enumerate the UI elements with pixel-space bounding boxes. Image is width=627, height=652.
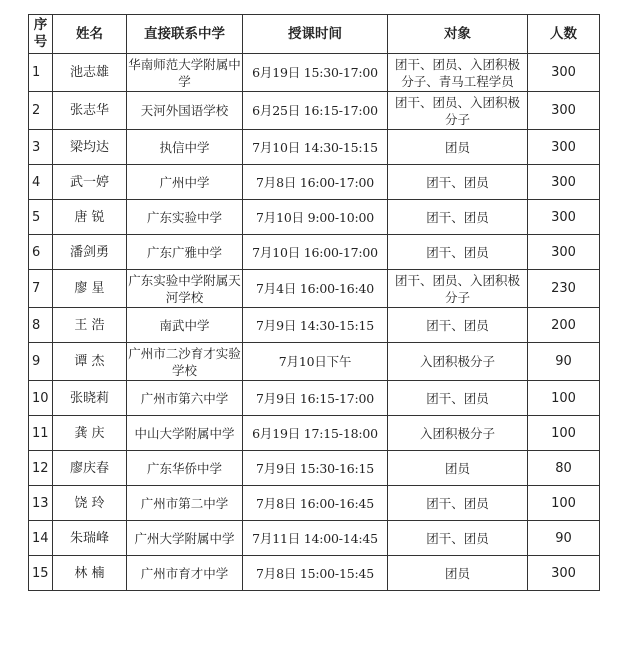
- cell-target: 团员: [388, 451, 528, 486]
- cell-name: 梁均达: [53, 130, 127, 165]
- table-row: [29, 343, 600, 381]
- table-row: [29, 270, 600, 308]
- cell-time: 6月25日 16:15-17:00: [243, 92, 388, 130]
- cell-school: 广州市第六中学: [127, 381, 243, 416]
- cell-target: 团干、团员、入团积极分子: [388, 270, 528, 308]
- cell-seq: 10: [29, 381, 53, 416]
- cell-name: 朱瑞峰: [53, 521, 127, 556]
- table-row: [29, 556, 600, 591]
- cell-target: 团干、团员、入团积极分子、青马工程学员: [388, 54, 528, 92]
- cell-target: 团员: [388, 130, 528, 165]
- cell-name: 饶 玲: [53, 486, 127, 521]
- table-row: [29, 521, 600, 556]
- table-row: [29, 92, 600, 130]
- cell-name: 廖 星: [53, 270, 127, 308]
- cell-count: 300: [528, 130, 600, 165]
- header-time: 授课时间: [243, 15, 388, 54]
- cell-count: 300: [528, 165, 600, 200]
- cell-seq: 12: [29, 451, 53, 486]
- cell-target: 团干、团员: [388, 165, 528, 200]
- table-row: [29, 486, 600, 521]
- table-row: [29, 165, 600, 200]
- cell-name: 张志华: [53, 92, 127, 130]
- table-header-row: [29, 15, 600, 54]
- cell-time: 7月10日 16:00-17:00: [243, 235, 388, 270]
- cell-target: 团干、团员: [388, 235, 528, 270]
- cell-count: 90: [528, 521, 600, 556]
- cell-school: 华南师范大学附属中学: [127, 54, 243, 92]
- header-name: 姓名: [53, 15, 127, 54]
- cell-time: 7月9日 15:30-16:15: [243, 451, 388, 486]
- cell-seq: 3: [29, 130, 53, 165]
- cell-time: 7月10日 9:00-10:00: [243, 200, 388, 235]
- cell-seq: 9: [29, 343, 53, 381]
- table-row: [29, 451, 600, 486]
- cell-school: 中山大学附属中学: [127, 416, 243, 451]
- table-row: [29, 54, 600, 92]
- cell-target: 团干、团员: [388, 308, 528, 343]
- header-school: 直接联系中学: [127, 15, 243, 54]
- cell-name: 谭 杰: [53, 343, 127, 381]
- cell-school: 广东华侨中学: [127, 451, 243, 486]
- cell-count: 300: [528, 235, 600, 270]
- cell-time: 7月8日 16:00-17:00: [243, 165, 388, 200]
- cell-name: 池志雄: [53, 54, 127, 92]
- table-row: [29, 381, 600, 416]
- cell-school: 广州市二沙育才实验学校: [127, 343, 243, 381]
- table-row: [29, 308, 600, 343]
- cell-name: 潘剑勇: [53, 235, 127, 270]
- cell-time: 7月11日 14:00-14:45: [243, 521, 388, 556]
- cell-time: 7月10日下午: [243, 343, 388, 381]
- cell-school: 南武中学: [127, 308, 243, 343]
- cell-count: 300: [528, 54, 600, 92]
- cell-target: 团员: [388, 556, 528, 591]
- cell-target: 团干、团员: [388, 486, 528, 521]
- cell-count: 90: [528, 343, 600, 381]
- cell-target: 团干、团员: [388, 200, 528, 235]
- cell-school: 天河外国语学校: [127, 92, 243, 130]
- table-row: [29, 130, 600, 165]
- cell-time: 7月8日 16:00-16:45: [243, 486, 388, 521]
- cell-count: 100: [528, 381, 600, 416]
- cell-seq: 1: [29, 54, 53, 92]
- cell-seq: 7: [29, 270, 53, 308]
- cell-seq: 2: [29, 92, 53, 130]
- cell-count: 300: [528, 200, 600, 235]
- cell-name: 廖庆春: [53, 451, 127, 486]
- cell-count: 300: [528, 556, 600, 591]
- cell-seq: 13: [29, 486, 53, 521]
- cell-time: 7月9日 14:30-15:15: [243, 308, 388, 343]
- cell-school: 广州中学: [127, 165, 243, 200]
- cell-time: 6月19日 17:15-18:00: [243, 416, 388, 451]
- cell-school: 广东广雅中学: [127, 235, 243, 270]
- cell-name: 龚 庆: [53, 416, 127, 451]
- cell-school: 广东实验中学附属天河学校: [127, 270, 243, 308]
- cell-time: 7月8日 15:00-15:45: [243, 556, 388, 591]
- cell-seq: 4: [29, 165, 53, 200]
- cell-seq: 5: [29, 200, 53, 235]
- teaching-schedule-table: [28, 14, 600, 591]
- cell-seq: 14: [29, 521, 53, 556]
- cell-target: 入团积极分子: [388, 416, 528, 451]
- cell-count: 300: [528, 92, 600, 130]
- cell-school: 广州市育才中学: [127, 556, 243, 591]
- cell-target: 团干、团员: [388, 521, 528, 556]
- cell-time: 7月4日 16:00-16:40: [243, 270, 388, 308]
- cell-school: 广州市第二中学: [127, 486, 243, 521]
- cell-count: 100: [528, 486, 600, 521]
- cell-name: 林 楠: [53, 556, 127, 591]
- cell-school: 执信中学: [127, 130, 243, 165]
- cell-target: 团干、团员: [388, 381, 528, 416]
- table-row: [29, 200, 600, 235]
- cell-school: 广州大学附属中学: [127, 521, 243, 556]
- cell-name: 武一婷: [53, 165, 127, 200]
- cell-time: 7月10日 14:30-15:15: [243, 130, 388, 165]
- cell-target: 入团积极分子: [388, 343, 528, 381]
- cell-seq: 6: [29, 235, 53, 270]
- cell-name: 王 浩: [53, 308, 127, 343]
- cell-count: 200: [528, 308, 600, 343]
- table-row: [29, 235, 600, 270]
- cell-seq: 15: [29, 556, 53, 591]
- cell-count: 100: [528, 416, 600, 451]
- cell-seq: 8: [29, 308, 53, 343]
- cell-time: 6月19日 15:30-17:00: [243, 54, 388, 92]
- cell-name: 唐 锐: [53, 200, 127, 235]
- header-target: 对象: [388, 15, 528, 54]
- cell-target: 团干、团员、入团积极分子: [388, 92, 528, 130]
- table-row: [29, 416, 600, 451]
- header-seq: 序号: [29, 15, 53, 54]
- cell-seq: 11: [29, 416, 53, 451]
- cell-count: 230: [528, 270, 600, 308]
- cell-time: 7月9日 16:15-17:00: [243, 381, 388, 416]
- header-count: 人数: [528, 15, 600, 54]
- cell-school: 广东实验中学: [127, 200, 243, 235]
- cell-name: 张晓莉: [53, 381, 127, 416]
- cell-count: 80: [528, 451, 600, 486]
